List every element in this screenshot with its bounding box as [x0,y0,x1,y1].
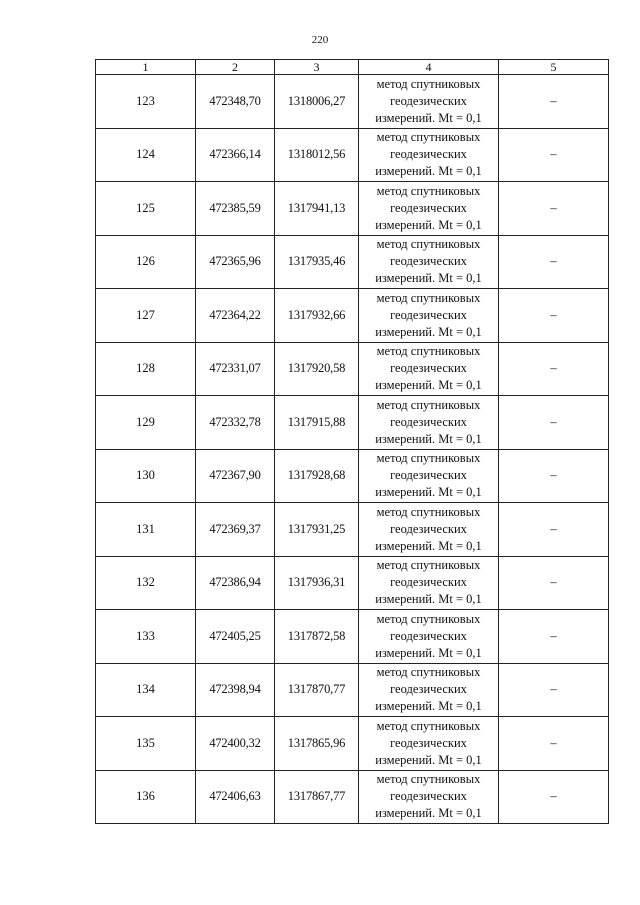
method-cell [359,449,499,503]
note-cell: – [499,75,609,129]
y-coordinate-cell: 1318012,56 [275,128,359,182]
method-text-line: измерений. Mt = 0,1 [375,378,482,393]
table-body [96,75,609,824]
table-row [96,503,609,557]
table-row [96,128,609,182]
note-cell: – [499,663,609,717]
x-coordinate-cell: 472367,90 [196,449,275,503]
x-coordinate-cell: 472386,94 [196,556,275,610]
table-row [96,396,609,450]
method-text-line: измерений. Mt = 0,1 [375,110,482,125]
method-text-line: геодезических [390,307,467,322]
method-text-line: геодезических [390,93,467,108]
method-text-line: метод спутниковых [376,611,481,626]
method-text-line: метод спутниковых [376,397,481,412]
point-number-cell: 127 [96,289,196,343]
y-coordinate-cell: 1317872,58 [275,610,359,664]
method-text-line: геодезических [390,628,467,643]
point-number-cell: 135 [96,717,196,771]
point-number-cell: 131 [96,503,196,557]
x-coordinate-cell: 472405,25 [196,610,275,664]
method-text-line: измерений. Mt = 0,1 [375,431,482,446]
method-text-line: метод спутниковых [376,344,481,359]
method-text-line: геодезических [390,682,467,697]
x-coordinate-cell: 472400,32 [196,717,275,771]
y-coordinate-cell: 1317915,88 [275,396,359,450]
table-row [96,663,609,717]
method-text-line: метод спутниковых [376,183,481,198]
method-text-line: измерений. Mt = 0,1 [375,538,482,553]
y-coordinate-cell: 1317928,68 [275,449,359,503]
note-cell: – [499,182,609,236]
method-text-line: метод спутниковых [376,558,481,573]
x-coordinate-cell: 472406,63 [196,770,275,824]
method-text-line: измерений. Mt = 0,1 [375,164,482,179]
method-cell [359,663,499,717]
method-cell [359,235,499,289]
table-row [96,289,609,343]
method-cell [359,128,499,182]
method-cell [359,556,499,610]
method-cell [359,610,499,664]
note-cell: – [499,235,609,289]
y-coordinate-cell: 1317920,58 [275,342,359,396]
column-header-4: 4 [359,60,499,75]
method-text-line: метод спутниковых [376,665,481,680]
table-row [96,75,609,129]
method-text-line: измерений. Mt = 0,1 [375,806,482,821]
y-coordinate-cell: 1317941,13 [275,182,359,236]
method-text-line: метод спутниковых [376,76,481,91]
x-coordinate-cell: 472385,59 [196,182,275,236]
table-row [96,342,609,396]
column-header-5: 5 [499,60,609,75]
note-cell: – [499,610,609,664]
point-number-cell: 128 [96,342,196,396]
method-text-line: геодезических [390,735,467,750]
method-cell [359,717,499,771]
method-text-line: геодезических [390,414,467,429]
method-text-line: метод спутниковых [376,290,481,305]
method-cell [359,289,499,343]
method-cell [359,342,499,396]
x-coordinate-cell: 472348,70 [196,75,275,129]
table-header-row [96,60,609,75]
x-coordinate-cell: 472332,78 [196,396,275,450]
y-coordinate-cell: 1317935,46 [275,235,359,289]
page-number: 220 [311,34,329,46]
table-row [96,182,609,236]
method-cell [359,396,499,450]
table-row [96,556,609,610]
method-text-line: измерений. Mt = 0,1 [375,271,482,286]
method-text-line: метод спутниковых [376,504,481,519]
note-cell: – [499,770,609,824]
method-cell [359,182,499,236]
point-number-cell: 136 [96,770,196,824]
y-coordinate-cell: 1318006,27 [275,75,359,129]
method-text-line: метод спутниковых [376,237,481,252]
point-number-cell: 130 [96,449,196,503]
method-text-line: метод спутниковых [376,130,481,145]
method-text-line: метод спутниковых [376,451,481,466]
method-text-line: геодезических [390,789,467,804]
method-text-line: измерений. Mt = 0,1 [375,592,482,607]
method-text-line: измерений. Mt = 0,1 [375,752,482,767]
note-cell: – [499,289,609,343]
method-text-line: метод спутниковых [376,718,481,733]
column-header-3: 3 [275,60,359,75]
point-number-cell: 124 [96,128,196,182]
column-header-1: 1 [96,60,196,75]
note-cell: – [499,503,609,557]
y-coordinate-cell: 1317931,25 [275,503,359,557]
y-coordinate-cell: 1317865,96 [275,717,359,771]
point-number-cell: 125 [96,182,196,236]
method-text-line: измерений. Mt = 0,1 [375,645,482,660]
method-cell [359,770,499,824]
method-text-line: метод спутниковых [376,772,481,787]
coordinates-table [95,59,609,824]
method-text-line: геодезических [390,361,467,376]
method-text-line: измерений. Mt = 0,1 [375,217,482,232]
y-coordinate-cell: 1317867,77 [275,770,359,824]
x-coordinate-cell: 472331,07 [196,342,275,396]
method-text-line: геодезических [390,468,467,483]
x-coordinate-cell: 472365,96 [196,235,275,289]
note-cell: – [499,717,609,771]
y-coordinate-cell: 1317870,77 [275,663,359,717]
method-text-line: геодезических [390,200,467,215]
method-text-line: геодезических [390,521,467,536]
note-cell: – [499,128,609,182]
point-number-cell: 126 [96,235,196,289]
point-number-cell: 123 [96,75,196,129]
x-coordinate-cell: 472369,37 [196,503,275,557]
table-row [96,770,609,824]
note-cell: – [499,449,609,503]
method-text-line: измерений. Mt = 0,1 [375,324,482,339]
table-row [96,610,609,664]
y-coordinate-cell: 1317936,31 [275,556,359,610]
table-row [96,717,609,771]
point-number-cell: 134 [96,663,196,717]
column-header-2: 2 [196,60,275,75]
method-text-line: измерений. Mt = 0,1 [375,699,482,714]
point-number-cell: 132 [96,556,196,610]
point-number-cell: 129 [96,396,196,450]
note-cell: – [499,396,609,450]
table-row [96,449,609,503]
note-cell: – [499,342,609,396]
method-text-line: геодезических [390,254,467,269]
method-text-line: геодезических [390,575,467,590]
y-coordinate-cell: 1317932,66 [275,289,359,343]
x-coordinate-cell: 472364,22 [196,289,275,343]
method-text-line: измерений. Mt = 0,1 [375,485,482,500]
point-number-cell: 133 [96,610,196,664]
method-text-line: геодезических [390,147,467,162]
table-row [96,235,609,289]
x-coordinate-cell: 472398,94 [196,663,275,717]
method-cell [359,503,499,557]
method-cell [359,75,499,129]
x-coordinate-cell: 472366,14 [196,128,275,182]
note-cell: – [499,556,609,610]
